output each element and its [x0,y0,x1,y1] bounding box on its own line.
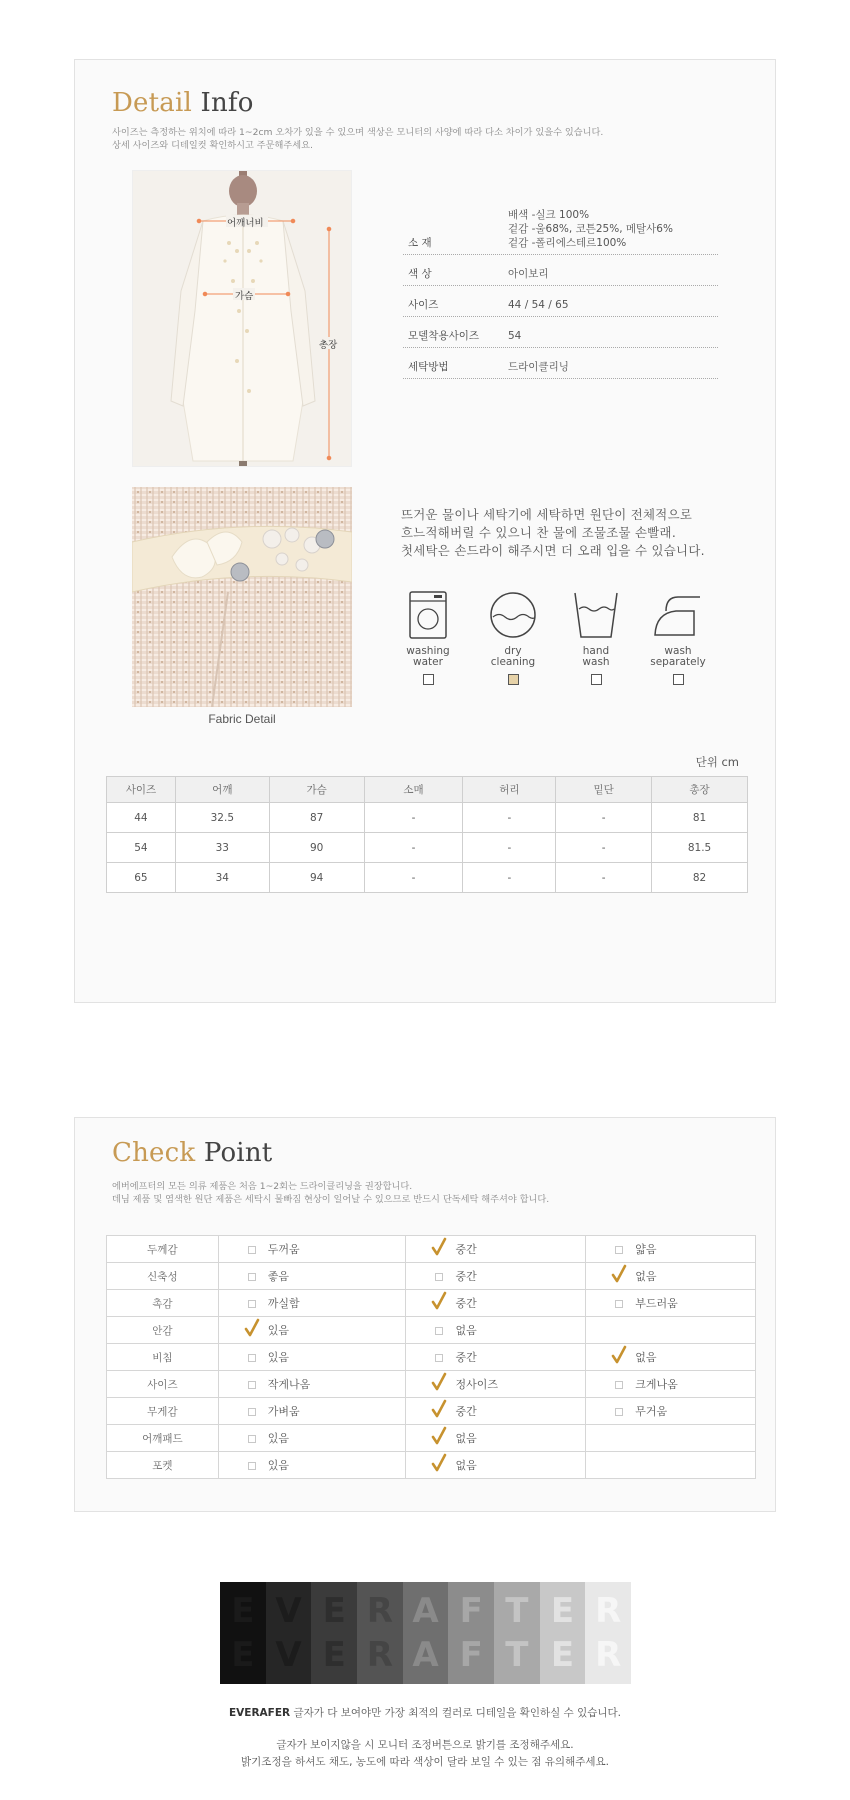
check-option-label: 중간 [455,1351,477,1364]
check-option-label: 있음 [267,1351,290,1364]
logo-cell [220,1582,266,1684]
check-point-panel [74,1117,776,1512]
check-option-cell [218,1263,406,1290]
check-option-label: 없음 [635,1351,657,1364]
check-option-label: 가벼움 [267,1405,300,1418]
fabric-detail-photo [132,487,352,707]
spec-row-washing: 세탁방법 드라이클리닝 [403,348,718,379]
check-option-label: 두꺼움 [267,1243,300,1256]
footer-line-2: 글자가 보이지않을 시 모니터 조정버튼으로 밝기를 조정해주세요. [276,1739,574,1751]
spec-row-size: 사이즈 44 / 54 / 65 [403,286,718,317]
logo-letter: E [550,1635,575,1675]
care-item-wash-separately: wash separately [643,591,713,685]
table-row: 65 34 94 - - - 82 [107,863,748,893]
check-point-heading: Check Point [112,1138,273,1168]
check-option-label: 있음 [267,1432,290,1445]
care-item-hand-wash: hand wash [561,591,631,685]
unchecked-box [248,1435,256,1443]
logo-letter: E [231,1635,255,1675]
logo-letter: R [595,1591,622,1631]
table-row [107,1236,756,1263]
table-row [107,1398,756,1425]
check-attribute-label: 무게감 [107,1398,219,1425]
check-option-cell [406,1263,586,1290]
logo-letter: R [366,1591,393,1631]
logo-cell [357,1582,403,1684]
check-option-label: 무거움 [635,1405,668,1418]
check-option-cell [406,1290,586,1317]
product-front-photo [132,170,352,467]
logo-cell [311,1582,357,1684]
check-attribute-label: 포켓 [107,1452,219,1479]
check-option-cell [406,1236,586,1263]
check-mark-icon [244,1318,260,1338]
check-mark-icon [431,1237,447,1257]
check-mark-icon [431,1426,447,1446]
check-mark-icon [431,1291,447,1311]
check-attribute-label: 신축성 [107,1263,219,1290]
product-spec-table [403,203,718,379]
check-option-cell [406,1398,586,1425]
check-option-label: 있음 [267,1324,290,1337]
check-mark-icon [431,1453,447,1473]
check-option-label: 까실함 [267,1297,300,1310]
logo-cell [540,1582,586,1684]
logo-letter: R [366,1635,393,1675]
logo-letter: A [412,1635,439,1675]
check-option-cell [406,1371,586,1398]
check-mark-icon [431,1372,447,1392]
logo-cell [585,1582,631,1684]
care-item-washing-water: washing water [393,591,463,685]
check-attribute-label: 촉감 [107,1290,219,1317]
iron-icon [652,591,704,639]
table-row [107,1452,756,1479]
spec-row-material: 소 재 배색 -실크 100% 겉감 -울68%, 코튼25%, 메탈사6% 겉감 -폴리에스테르100% [403,203,718,255]
table-row: 54 33 90 - - - 81.5 [107,833,748,863]
check-attribute-label: 사이즈 [107,1371,219,1398]
check-option-label: 없음 [455,1324,477,1337]
check-option-cell [218,1371,406,1398]
check-option-cell [586,1290,756,1317]
monitor-calibration-strip [220,1582,631,1684]
table-row [107,1290,756,1317]
check-option-cell [586,1398,756,1425]
check-option-label: 얇음 [635,1243,657,1256]
size-table-header: 사이즈 어깨 가슴 소매 허리 밑단 총장 [107,777,748,803]
care-checkbox-wash-separately [673,674,684,685]
check-point-table [106,1235,756,1479]
check-option-cell [586,1263,756,1290]
logo-letter: V [275,1635,302,1675]
care-checkbox-washing [423,674,434,685]
unchecked-box [615,1300,623,1308]
check-option-cell [586,1317,756,1344]
detail-intro-text: 사이즈는 측정하는 위치에 따라 1~2cm 오차가 있을 수 있으며 색상은 모니터의 사양에 따라 다소 차이가 있을수 있습니다. 상세 사이즈와 디테일컷 확인하시고 주문해주세요. [112,127,604,151]
logo-letter: E [231,1591,255,1631]
logo-letter: R [595,1635,622,1675]
check-option-label: 좋음 [267,1270,290,1283]
care-checkbox-hand-wash [591,674,602,685]
check-option-label: 정사이즈 [455,1378,498,1391]
check-option-cell [586,1452,756,1479]
check-option-cell [218,1290,406,1317]
logo-letter: T [505,1635,529,1675]
check-option-cell [586,1425,756,1452]
table-row: 44 32.5 87 - - - 81 [107,803,748,833]
size-unit-note: 단위 cm [695,755,739,769]
fabric-detail-caption: Fabric Detail [208,712,276,726]
check-attribute-label: 안감 [107,1317,219,1344]
check-attribute-label: 어깨패드 [107,1425,219,1452]
logo-letter: V [275,1591,302,1631]
washing-machine-icon [408,591,448,639]
unchecked-box [435,1327,443,1335]
unchecked-box [435,1354,443,1362]
table-row [107,1344,756,1371]
table-row [107,1317,756,1344]
check-option-label: 없음 [635,1270,657,1283]
hand-wash-icon [572,591,620,639]
check-option-label: 작게나옴 [267,1378,311,1391]
table-row [107,1263,756,1290]
check-attribute-label: 비침 [107,1344,219,1371]
check-option-label: 중간 [455,1243,477,1256]
detail-info-panel [74,59,776,1003]
footer-line-1: EVERAFER 글자가 다 보여야만 가장 최적의 컬러로 디테일을 확인하실 수 있습니다. [229,1707,621,1719]
unchecked-box [248,1300,256,1308]
check-option-label: 중간 [455,1297,477,1310]
unchecked-box [248,1462,256,1470]
logo-letter: F [459,1591,483,1631]
check-option-label: 부드러움 [635,1297,678,1310]
table-row [107,1425,756,1452]
care-checkbox-dry-cleaning [508,674,519,685]
unchecked-box [248,1354,256,1362]
shoulder-measure-label: 어깨너비 [227,218,264,229]
check-option-cell [586,1344,756,1371]
unchecked-box [615,1408,623,1416]
table-row [107,1371,756,1398]
spec-row-color: 색 상 아이보리 [403,255,718,286]
check-mark-icon [611,1264,627,1284]
unchecked-box [248,1246,256,1254]
logo-letter: F [459,1635,483,1675]
logo-letter: E [322,1591,346,1631]
check-option-label: 없음 [455,1432,477,1445]
length-measure-label: 총장 [319,340,338,351]
chest-measure-label: 가슴 [235,291,254,302]
logo-letter: E [322,1635,346,1675]
dry-cleaning-icon [489,591,537,639]
unchecked-box [248,1408,256,1416]
check-option-label: 중간 [455,1270,477,1283]
care-icons-group [393,591,713,691]
logo-cell [266,1582,312,1684]
footer-line-3: 밝기조정을 하셔도 채도, 농도에 따라 색상이 달라 보일 수 있는 점 유의해주세요. [241,1756,609,1768]
unchecked-box [435,1273,443,1281]
logo-letter: E [550,1591,575,1631]
size-table [106,776,748,893]
check-option-cell [406,1317,586,1344]
check-option-cell [218,1317,406,1344]
logo-cell [403,1582,449,1684]
check-option-cell [218,1236,406,1263]
unchecked-box [615,1381,623,1389]
logo-letter: A [412,1591,439,1631]
check-option-label: 중간 [455,1405,477,1418]
check-attribute-label: 두께감 [107,1236,219,1263]
check-intro-text: 에버에프터의 모든 의류 제품은 처음 1~2회는 드라이클리닝을 권장합니다. 데님 제품 및 염색한 원단 제품은 세탁시 물빠짐 현상이 일어날 수 있으므로 반드시 단독세탁 해주셔야 합니다. [112,1181,550,1205]
spec-row-model-size: 모델착용사이즈 54 [403,317,718,348]
check-option-cell [406,1452,586,1479]
check-option-cell [218,1398,406,1425]
check-option-label: 없음 [455,1459,477,1472]
care-item-dry-cleaning: dry cleaning [478,591,548,685]
care-instructions-text: 뜨거운 물이나 세탁기에 세탁하면 원단이 전체적으로 흐느적해버릴 수 있으니 찬 물에 조물조물 손빨래. 첫세탁은 손드라이 해주시면 더 오래 입을 수 있습니다. [401,507,705,558]
check-mark-icon [431,1399,447,1419]
check-option-cell [218,1344,406,1371]
check-option-cell [218,1452,406,1479]
unchecked-box [615,1246,623,1254]
check-option-label: 있음 [267,1459,290,1472]
logo-cell [494,1582,540,1684]
unchecked-box [248,1381,256,1389]
check-mark-icon [611,1345,627,1365]
check-option-label: 크게나옴 [635,1378,678,1391]
check-option-cell [406,1425,586,1452]
detail-info-heading: Detail Info [112,88,254,118]
check-option-cell [406,1344,586,1371]
logo-letter: T [505,1591,529,1631]
logo-cell [448,1582,494,1684]
check-option-cell [586,1236,756,1263]
check-option-cell [586,1371,756,1398]
unchecked-box [248,1273,256,1281]
check-option-cell [218,1425,406,1452]
